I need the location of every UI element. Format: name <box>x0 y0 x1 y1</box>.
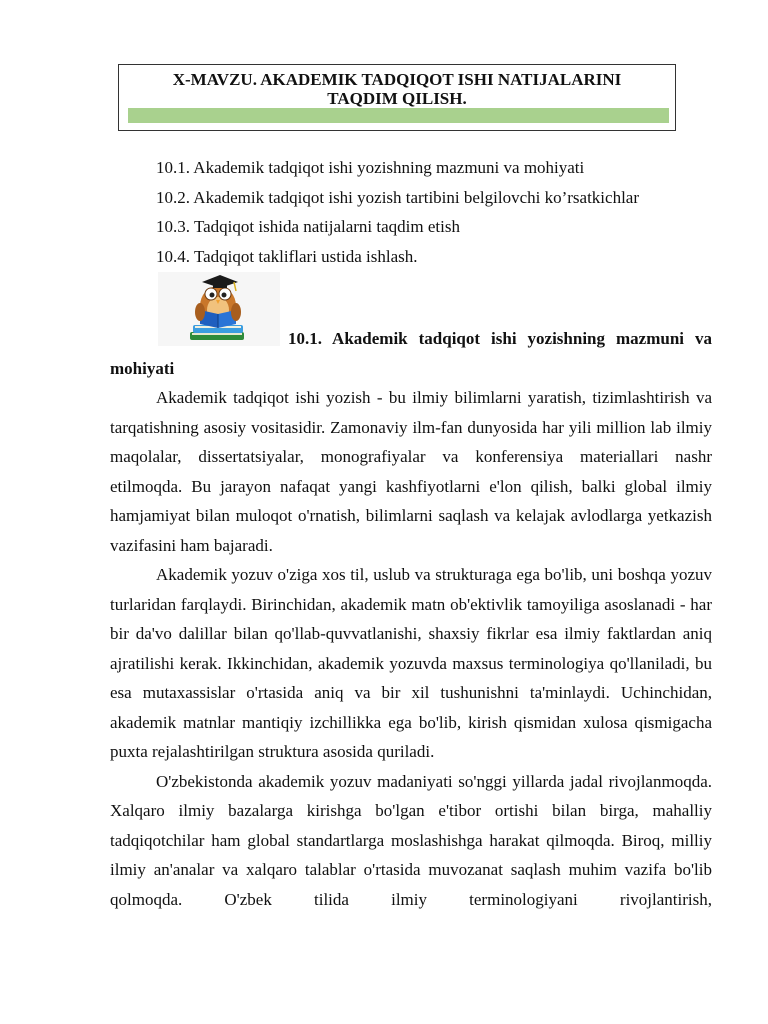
chapter-title <box>119 70 675 108</box>
toc-item: 10.2. Akademik tadqiqot ishi yozish tartibini belgilovchi ko’rsatkichlar <box>156 187 639 207</box>
paragraph: O'zbekistonda akademik yozuv madaniyati so'nggi yillarda jadal rivojlanmoqda. Xalqaro ilmiy bazalarga kirishga bo'lgan e'tibor ortishi bilan birga, mahalliy tadqiqotchilar ham global standartlarga moslashishga harakat qilmoqda. Biroq, milliy ilmiy an'analar va xalqaro talablar o'rtasida muvozanat saqlash muhim vazifa bo'lib qolmoqda. O'zbek tilida ilmiy terminologiyani rivojlantirish, <box>110 771 712 909</box>
toc-item: 10.1. Akademik tadqiqot ishi yozishning mazmuni va mohiyati <box>156 158 585 177</box>
toc-item: 10.3. Tadqiqot ishida natijalarni taqdim etish <box>156 217 460 236</box>
chapter-title-line-2: TAQDIM QILISH. <box>327 89 467 108</box>
chapter-title-box <box>118 64 676 131</box>
chapter-title-line-1: X-MAVZU. AKADEMIK TADQIQOT ISHI NATIJALARINI <box>172 70 622 89</box>
section-heading <box>110 324 712 383</box>
body-text <box>110 383 712 914</box>
section-heading-line-1: 10.1. Akademik tadqiqot ishi yozishning mazmuni va <box>288 329 712 348</box>
paragraph: Akademik tadqiqot ishi yozish - bu ilmiy bilimlarni yaratish, tizimlashtirish va tarqatishning asosiy vositasidir. Zamonaviy ilm-fan dunyosida har yili million lab ilmiy maqolalar, dissertatsiyalar, monografiyalar va konferensiya materiallari nashr etilmoqda. Bu jarayon nafaqat yangi kashfiyotlarni e'lon qilish, balki global ilmiy hamjamiyat bilan muloqot o'rnatish, bilimlarni saqlash va kelajak avlodlarga yetkazish vazifasini ham bajaradi. <box>110 388 712 555</box>
table-of-contents <box>156 153 716 271</box>
title-highlight-bar <box>128 108 669 123</box>
toc-item: 10.4. Tadqiqot takliflari ustida ishlash. <box>156 246 418 266</box>
paragraph: Akademik yozuv o'ziga xos til, uslub va strukturaga ega bo'lib, uni boshqa yozuv turlaridan farqlaydi. Birinchidan, akademik matn ob'ektivlik tamoyiliga asoslanadi - har bir da'vo dalillar bilan qo'llab-quvvatlanishi, shaxsiy fikrlar esa ilmiy faktlardan aniq ajratilishi kerak. Ikkinchidan, akademik yozuvda maxsus terminologiya qo'llaniladi, bu esa mutaxassislar o'rtasida aniq va bir xil tushunishni ta'minlaydi. Uchinchidan, akademik matnlar mantiqiy izchillikka ega bo'lib, kirish qismidan xulosa qismigacha puxta rejalashtirilgan struktura asosida quriladi. <box>110 565 712 761</box>
section-heading-line-2: mohiyati <box>110 358 175 378</box>
